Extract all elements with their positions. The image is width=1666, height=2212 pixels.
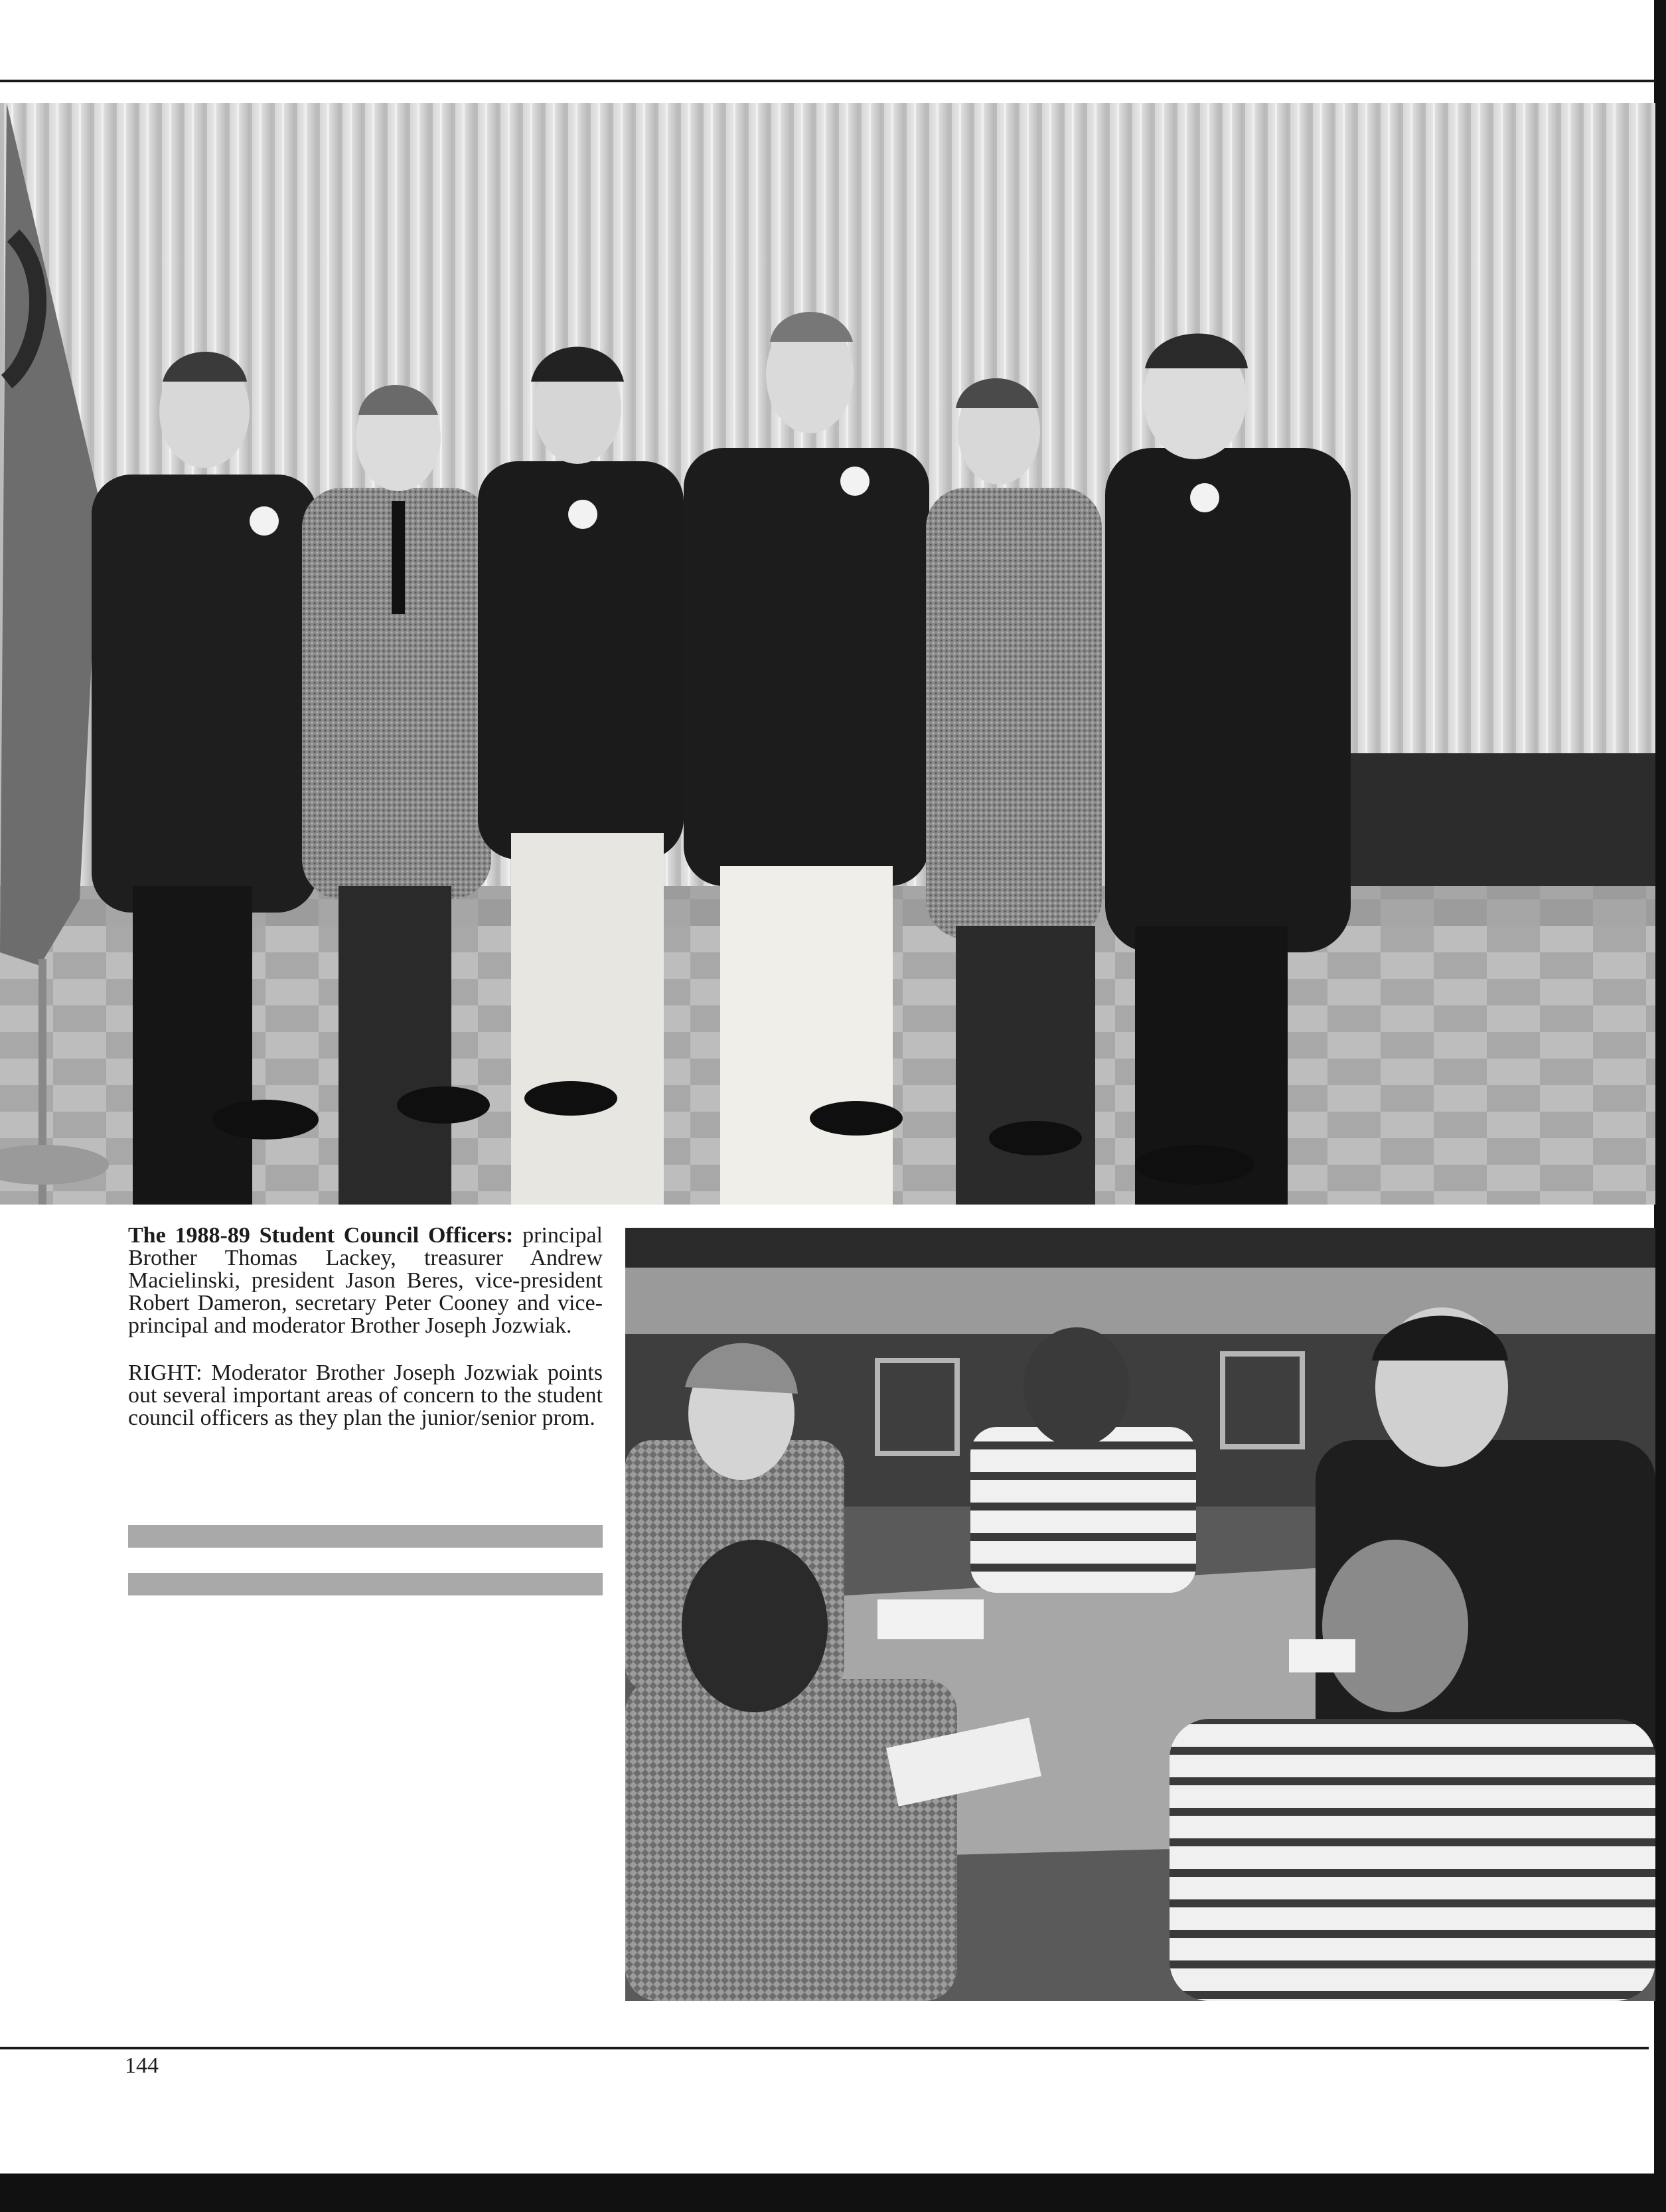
caption-divider-bar	[128, 1573, 603, 1595]
caption-body: principal Brother Thomas Lackey, treasurer Andrew Macielinski, president Jason Beres, vice-president Robert Dameron, secretary Peter Cooney and vice-principal and moderator Brother Joseph Jozwiak.	[128, 1223, 603, 1338]
scan-edge-right	[1654, 0, 1666, 2212]
caption-lead: The 1988-89 Student Council Officers:	[128, 1223, 514, 1248]
group-photo-caption	[128, 1224, 603, 1337]
top-rule	[0, 80, 1655, 82]
scan-edge-bottom	[0, 2174, 1666, 2212]
caption-divider-bar	[128, 1525, 603, 1548]
student-council-group-photo	[0, 103, 1655, 1205]
page-number: 144	[125, 2053, 159, 2078]
right-photo-caption: RIGHT: Moderator Brother Joseph Jozwiak points out several important areas of concern to the student council officers as they plan the junior/senior prom.	[128, 1361, 603, 1430]
student-council-meeting-photo	[625, 1228, 1655, 2001]
bottom-rule	[0, 2047, 1649, 2049]
photo-caption-block	[128, 1224, 603, 1454]
